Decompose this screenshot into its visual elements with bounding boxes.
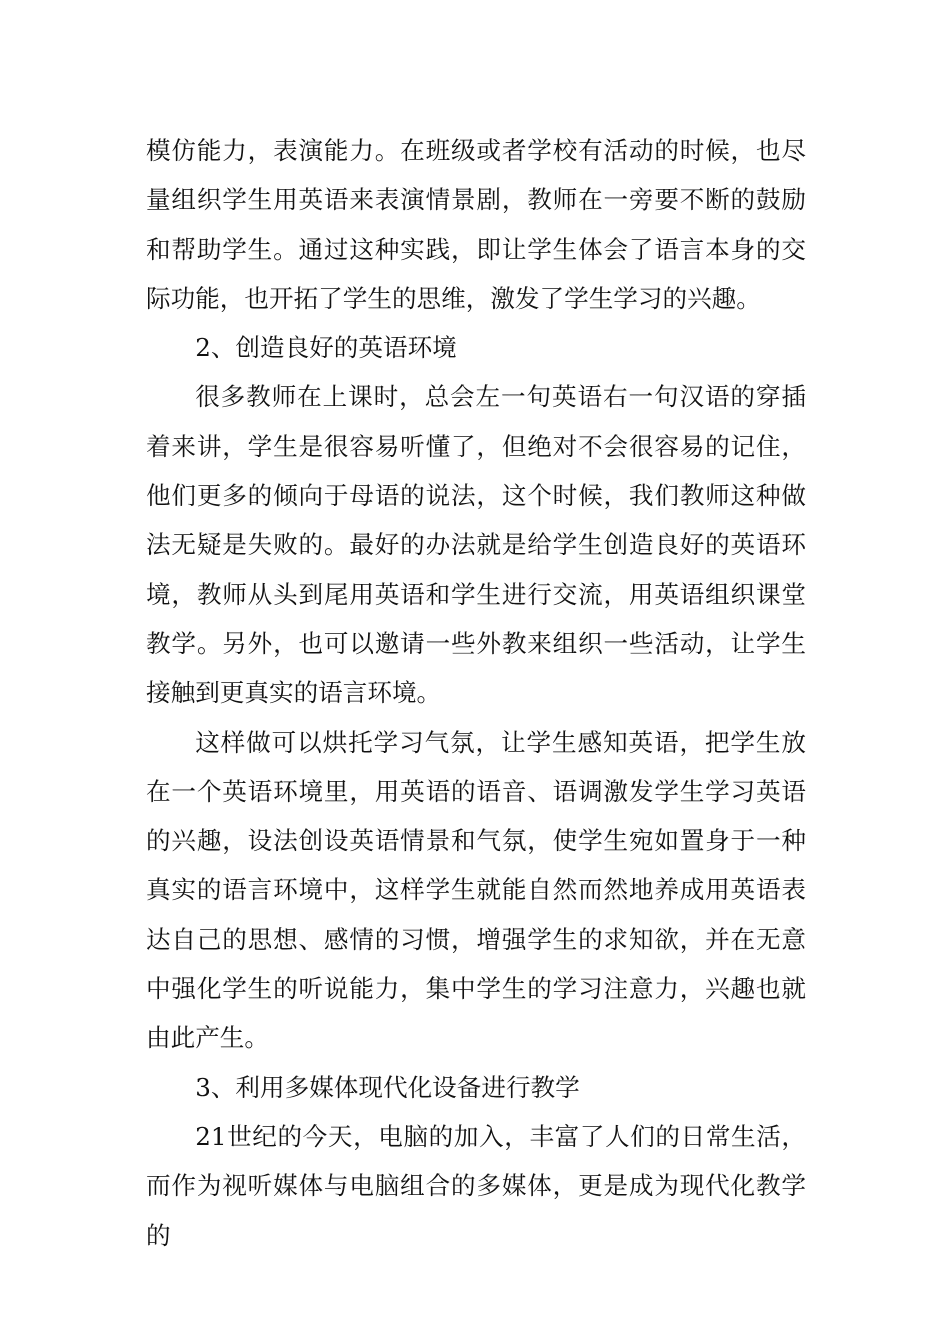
paragraph-continued: 模仿能力，表演能力。在班级或者学校有活动的时候，也尽量组织学生用英语来表演情景剧，教师在一旁要不断的鼓励和帮助学生。通过这种实践，即让学生体会了语言本身的交际功能，也开拓了学生的思维，激发了学生学习的兴趣。 (146, 136, 806, 313)
document-body (146, 126, 806, 1260)
paragraph-english-environment: 很多教师在上课时，总会左一句英语右一句汉语的穿插着来讲，学生是很容易听懂了，但绝对不会很容易的记住，他们更多的倾向于母语的说法，这个时候，我们教师这种做法无疑是失败的。最好的办法就是给学生创造良好的英语环境，教师从头到尾用英语和学生进行交流，用英语组织课堂教学。另外，也可以邀请一些外教来组织一些活动，让学生接触到更真实的语言环境。 (146, 382, 806, 708)
section-heading-2: 2、创造良好的英语环境 (195, 333, 457, 363)
paragraph-multimedia: 21世纪的今天，电脑的加入，丰富了人们的日常生活，而作为视听媒体与电脑组合的多媒体，更是成为现代化教学的 (146, 1121, 806, 1250)
section-heading-3: 3、利用多媒体现代化设备进行教学 (195, 1072, 580, 1102)
paragraph-atmosphere: 这样做可以烘托学习气氛，让学生感知英语，把学生放在一个英语环境里，用英语的语音、语调激发学生学习英语的兴趣，设法创设英语情景和气氛，使学生宛如置身于一种真实的语言环境中，这样学生就能自然而然地养成用英语表达自己的思想、感情的习惯，增强学生的求知欲，并在无意中强化学生的听说能力，集中学生的学习注意力，兴趣也就由此产生。 (146, 727, 806, 1053)
